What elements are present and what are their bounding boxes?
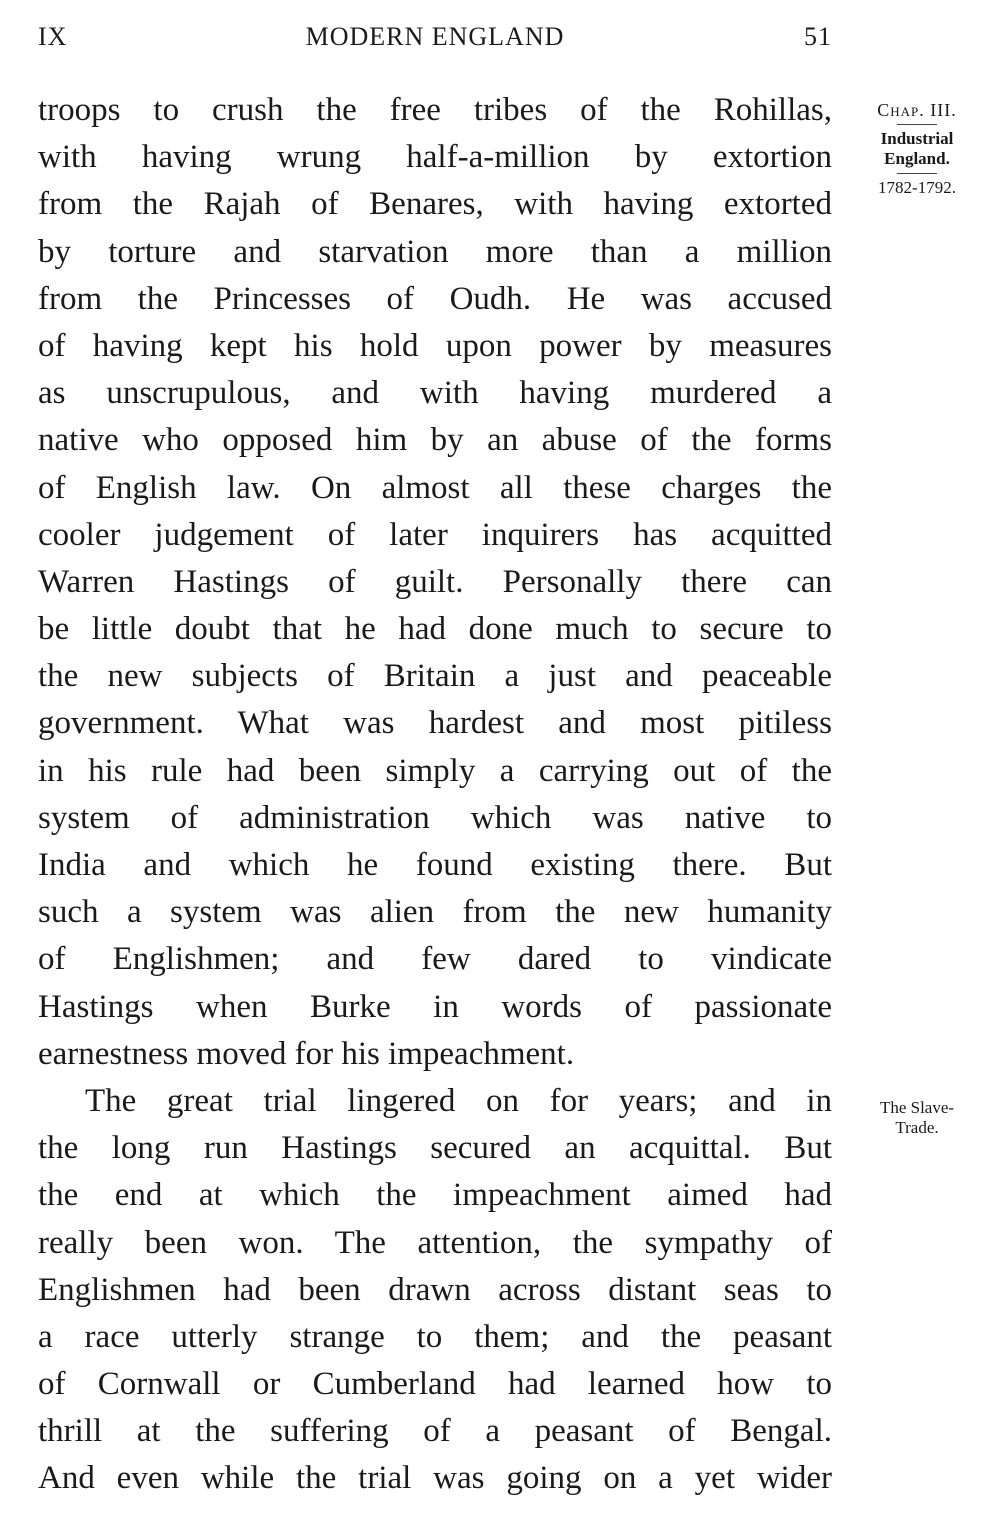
- text-line: with having wrung half-a-million by extortion: [38, 139, 832, 176]
- sidenote-dates: 1782-1792.: [878, 178, 956, 197]
- text-line: as unscrupulous, and with having murdered a: [38, 375, 832, 412]
- paragraph-1: [38, 87, 832, 1078]
- text-line: really been won. The attention, the sympathy of: [38, 1224, 832, 1261]
- text-line: a race utterly strange to them; and the peasant: [38, 1318, 832, 1355]
- text-line: by torture and starvation more than a million: [38, 233, 832, 270]
- text-line: of Englishmen; and few dared to vindicate: [38, 941, 832, 978]
- text-line: from the Rajah of Benares, with having extorted: [38, 186, 832, 223]
- sidenote-chapter: Chap. III.: [877, 100, 957, 120]
- text-line: Warren Hastings of guilt. Personally there can: [38, 563, 832, 600]
- text-line: India and which he found existing there. But: [38, 847, 832, 883]
- sidenote-chapter-block: [852, 100, 982, 198]
- text-line: of English law. On almost all these charges the: [38, 469, 832, 506]
- sidenote-section-line2: England.: [884, 149, 950, 168]
- text-line: the new subjects of Britain a just and peaceable: [38, 658, 832, 695]
- text-line: system of administration which was native to: [38, 799, 832, 836]
- running-title: MODERN ENGLAND: [305, 22, 565, 51]
- chapter-numeral: IX: [38, 22, 68, 51]
- text-line: of having kept his hold upon power by measures: [38, 327, 832, 364]
- text-line: thrill at the suffering of a peasant of Bengal.: [38, 1413, 832, 1450]
- text-line: of Cornwall or Cumberland had learned how to: [38, 1366, 832, 1403]
- sidenote-slave-line1: The Slave-: [879, 1098, 955, 1117]
- sidenote-section-line1: Industrial: [880, 129, 954, 148]
- text-line: troops to crush the free tribes of the Rohillas,: [38, 92, 832, 128]
- text-line: in his rule had been simply a carrying out of the: [38, 752, 832, 789]
- text-line: the end at which the impeachment aimed had: [38, 1177, 832, 1214]
- running-header: [38, 22, 832, 54]
- text-line: And even while the trial was going on a yet wider: [38, 1460, 832, 1497]
- text-line: government. What was hardest and most pitiless: [38, 705, 832, 742]
- text-line: The great trial lingered on for years; and in: [85, 1082, 832, 1119]
- text-line: Englishmen had been drawn across distant seas to: [38, 1271, 832, 1308]
- text-line: Hastings when Burke in words of passionate: [38, 988, 832, 1025]
- paragraph-2: [38, 1078, 832, 1503]
- sidenote-slave-line2: Trade.: [895, 1118, 939, 1137]
- text-line: from the Princesses of Oudh. He was accused: [38, 280, 832, 317]
- text-line: such a system was alien from the new humanity: [38, 894, 832, 931]
- page-number: 51: [804, 22, 832, 51]
- text-line: be little doubt that he had done much to secure to: [38, 611, 832, 648]
- sidenote-slave-trade: [852, 1098, 982, 1138]
- sidenote-divider: [897, 173, 937, 174]
- sidenote-divider: [897, 124, 937, 125]
- text-line: cooler judgement of later inquirers has acquitted: [38, 516, 832, 553]
- text-line: native who opposed him by an abuse of the forms: [38, 422, 832, 459]
- text-line: the long run Hastings secured an acquittal. But: [38, 1130, 832, 1167]
- text-line: earnestness moved for his impeachment.: [38, 1035, 575, 1072]
- page-body: [38, 87, 832, 1503]
